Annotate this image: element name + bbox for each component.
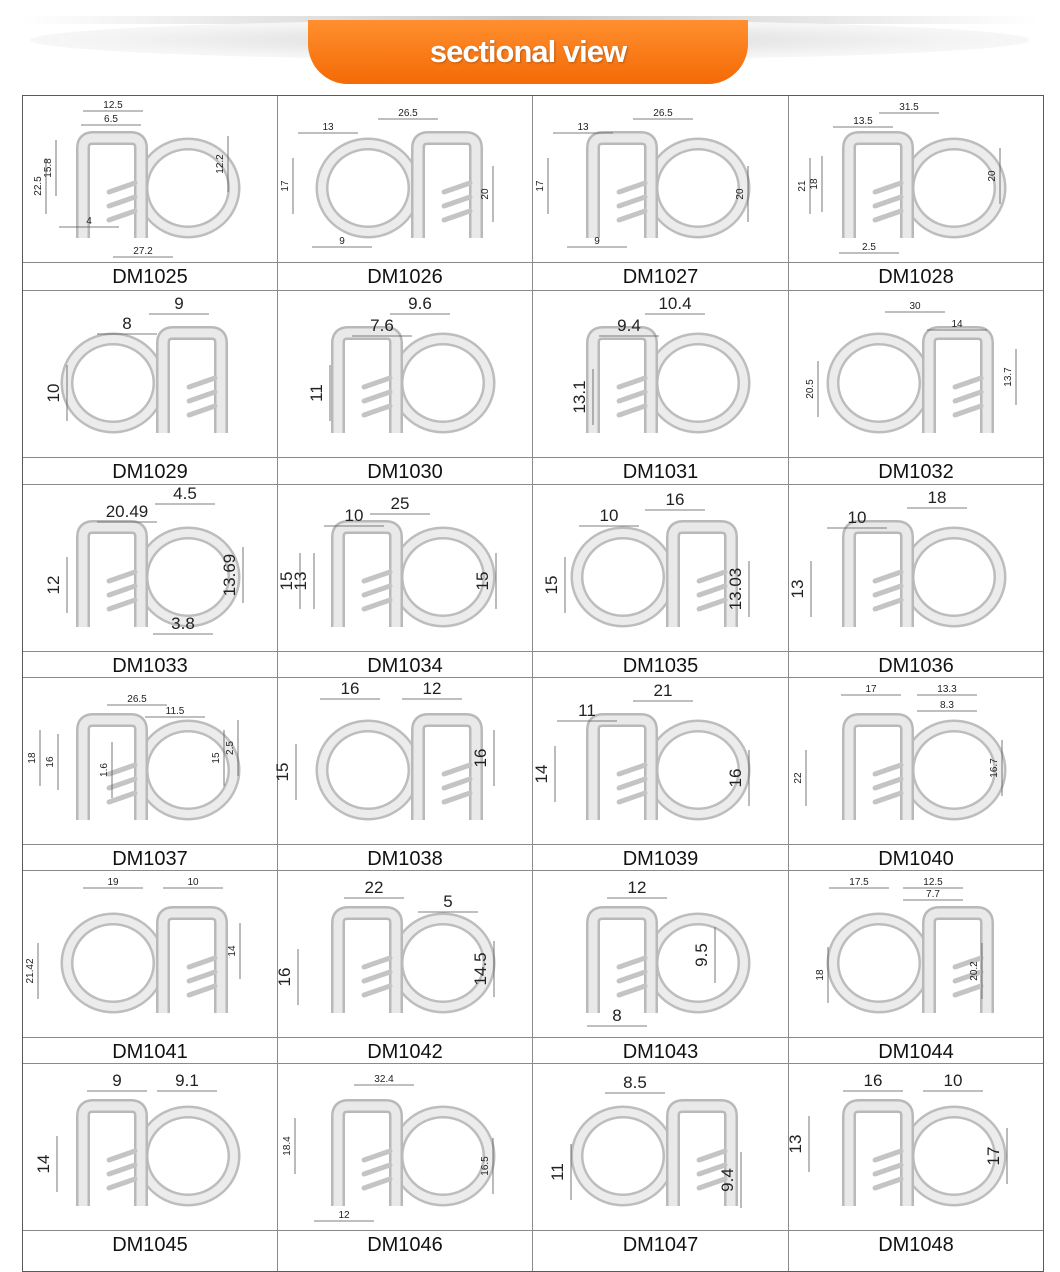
dimension-label: 20.5 <box>805 379 816 399</box>
profile-shape <box>338 913 489 1013</box>
profile-cell <box>533 871 789 1064</box>
profile-cell <box>23 485 278 678</box>
label-separator <box>533 1037 788 1038</box>
profile-model-label: DM1025 <box>112 266 188 288</box>
dimension-label: 13.5 <box>853 116 873 127</box>
dimension-label: 9 <box>594 236 600 247</box>
dimension-label: 9.4 <box>718 1168 737 1192</box>
profile-model-label: DM1026 <box>367 266 443 288</box>
dimension-label: 14 <box>227 945 238 957</box>
profile-cell <box>278 96 533 291</box>
dimension-label: 21.42 <box>25 958 36 984</box>
dimension-label: 15 <box>542 575 561 595</box>
dimension-label: 26.5 <box>127 694 147 705</box>
dimension-label: 16 <box>665 490 685 509</box>
profile-model-label: DM1044 <box>878 1041 954 1063</box>
profile-shape <box>67 333 221 433</box>
profile-cell <box>789 291 1043 485</box>
profile-drawing <box>23 96 278 262</box>
dimension-label: 20 <box>735 188 746 200</box>
profile-model-label: DM1034 <box>367 655 443 677</box>
profile-drawing <box>789 96 1043 262</box>
profile-model-label: DM1048 <box>878 1234 954 1256</box>
dimension-label: 10 <box>44 383 63 403</box>
dimension-label: 13.03 <box>726 567 745 611</box>
dimension-label: 13 <box>322 122 334 133</box>
dimension-label: 14 <box>532 764 551 784</box>
profile-model-label: DM1042 <box>367 1041 443 1063</box>
profile-drawing <box>789 678 1043 844</box>
dimension-label: 12.2 <box>215 154 226 174</box>
dimension-label: 7.7 <box>926 889 940 900</box>
label-separator <box>23 262 277 263</box>
profile-cell <box>789 96 1043 291</box>
dimension-label: 13 <box>577 122 589 133</box>
label-separator <box>533 457 788 458</box>
dimension-label: 3.8 <box>171 614 195 633</box>
dimension-label: 22 <box>793 772 804 784</box>
profile-model-label: DM1029 <box>112 461 188 483</box>
dimension-label: 11.5 <box>165 706 185 717</box>
dimension-label: 11 <box>578 701 596 720</box>
profile-drawing <box>533 871 789 1037</box>
profile-cell <box>533 1064 789 1271</box>
label-separator <box>789 1037 1043 1038</box>
profile-drawing <box>23 485 278 651</box>
profile-model-label: DM1031 <box>622 461 699 483</box>
profile-drawing <box>533 678 789 844</box>
dimension-label: 8.3 <box>940 700 954 711</box>
dimension-label: 10.4 <box>658 294 692 313</box>
label-separator <box>23 457 277 458</box>
dimension-label: 4 <box>86 216 92 227</box>
dimension-label: 9.5 <box>692 943 711 967</box>
profile-drawing <box>273 678 533 844</box>
dimension-label: 16 <box>275 967 294 987</box>
label-separator <box>23 1037 277 1038</box>
profile-cell <box>533 678 789 871</box>
dimension-label: 4.5 <box>173 484 197 503</box>
dimension-label: 12.5 <box>103 100 123 111</box>
dimension-label: 32.4 <box>374 1074 394 1085</box>
label-separator <box>278 1230 532 1231</box>
dimension-label: 8 <box>612 1006 622 1025</box>
profile-cell <box>23 96 278 291</box>
label-separator <box>533 262 788 263</box>
header-banner <box>0 0 1060 92</box>
profile-drawing <box>533 96 789 262</box>
dimension-label: 22 <box>364 878 384 897</box>
dimension-label: 18 <box>815 969 826 981</box>
dimension-label: 17 <box>865 684 877 695</box>
dimension-label: 2.5 <box>225 741 236 755</box>
dimension-label: 19 <box>107 877 119 888</box>
dimension-label: 14.5 <box>471 952 490 986</box>
profile-shape <box>577 527 731 627</box>
profile-shape <box>83 138 234 238</box>
profile-cell <box>278 291 533 485</box>
dimension-label: 2.5 <box>862 242 876 253</box>
profile-shape <box>593 913 744 1013</box>
dimension-label: 21 <box>653 681 673 700</box>
profile-cell <box>533 485 789 678</box>
dimension-label: 12 <box>338 1210 350 1221</box>
dimension-label: 13.69 <box>220 553 239 597</box>
dimension-label: 13 <box>291 571 310 591</box>
profile-shape <box>593 138 744 238</box>
dimension-label: 12.5 <box>923 877 943 888</box>
dimension-label: 15 <box>273 762 292 782</box>
profile-drawing <box>278 96 533 262</box>
dimension-label: 9.4 <box>617 316 641 335</box>
profile-model-label: DM1028 <box>878 266 954 288</box>
profile-model-label: DM1030 <box>367 461 443 483</box>
profile-drawing <box>533 485 789 651</box>
profile-drawing <box>278 485 533 651</box>
profile-shape <box>67 913 221 1013</box>
dimension-label: 16 <box>471 748 490 768</box>
profile-shape <box>849 138 1000 238</box>
dimension-label: 18 <box>27 752 38 764</box>
dimension-label: 15 <box>211 752 222 764</box>
profile-cell <box>789 871 1043 1064</box>
dimension-label: 16 <box>340 679 360 698</box>
dimension-label: 30 <box>909 301 921 312</box>
dimension-label: 10 <box>599 506 619 525</box>
profile-model-label: DM1032 <box>878 461 954 483</box>
dimension-label: 14 <box>951 319 963 330</box>
dimension-label: 5 <box>443 892 453 911</box>
label-separator <box>23 844 277 845</box>
profile-model-label: DM1047 <box>622 1234 699 1256</box>
dimension-label: 21 <box>797 180 808 192</box>
profile-cell <box>23 871 278 1064</box>
dimension-label: 13 <box>788 579 807 599</box>
dimension-label: 10 <box>344 506 364 525</box>
dimension-label: 10 <box>943 1071 963 1090</box>
dimension-label: 14 <box>34 1154 53 1174</box>
profile-drawing <box>278 1064 533 1230</box>
profile-shape <box>849 527 1000 627</box>
dimension-label: 9 <box>174 294 184 313</box>
dimension-label: 27.2 <box>133 246 153 257</box>
label-separator <box>278 262 532 263</box>
profile-shape <box>338 527 489 627</box>
profile-drawing <box>275 871 533 1037</box>
profile-model-label: DM1046 <box>367 1234 443 1256</box>
profile-model-label: DM1035 <box>622 655 699 677</box>
profile-drawing <box>786 1064 1043 1230</box>
dimension-label: 17.5 <box>849 877 869 888</box>
dimension-label: 26.5 <box>398 108 418 119</box>
banner-tab <box>308 20 748 84</box>
profile-drawing <box>533 291 789 457</box>
dimension-label: 17 <box>535 180 546 192</box>
profile-drawing <box>789 291 1043 457</box>
dimension-label: 12 <box>627 878 647 897</box>
profile-shape <box>338 333 489 433</box>
dimension-label: 15 <box>473 571 492 591</box>
profile-shape <box>577 1106 731 1206</box>
profile-drawing <box>278 291 533 457</box>
profile-cell <box>533 96 789 291</box>
dimension-label: 12 <box>44 575 63 595</box>
dimension-label: 10 <box>847 508 867 527</box>
profile-cell <box>278 1064 533 1271</box>
profile-cell <box>786 1064 1043 1271</box>
profile-shape <box>849 1106 1000 1206</box>
profile-shape <box>833 333 987 433</box>
dimension-label: 10 <box>187 877 199 888</box>
profile-shape <box>593 720 744 820</box>
profile-drawing <box>533 1064 789 1230</box>
label-separator <box>789 1230 1043 1231</box>
label-separator <box>789 844 1043 845</box>
profile-shape <box>322 720 476 820</box>
dimension-label: 11 <box>548 1163 567 1181</box>
profile-cell <box>278 485 533 678</box>
label-separator <box>789 457 1043 458</box>
dimension-label: 6.5 <box>104 114 118 125</box>
dimension-label: 16.7 <box>989 758 1000 778</box>
page-title: sectional view <box>429 34 627 69</box>
dimension-label: 18 <box>809 178 820 190</box>
profile-cell <box>23 678 278 871</box>
profile-drawing <box>789 871 1043 1037</box>
profile-cell <box>273 678 533 871</box>
profile-cell <box>789 485 1043 678</box>
dimension-label: 20 <box>987 170 998 182</box>
dimension-label: 20.49 <box>105 502 149 521</box>
label-separator <box>23 1230 277 1231</box>
label-separator <box>278 457 532 458</box>
profile-model-label: DM1040 <box>878 848 954 870</box>
label-separator <box>23 651 277 652</box>
dimension-label: 1.6 <box>99 763 110 777</box>
profile-model-label: DM1027 <box>622 266 699 288</box>
profile-cell <box>23 1064 278 1271</box>
dimension-label: 13.7 <box>1003 367 1014 387</box>
label-separator <box>278 844 532 845</box>
profile-cell <box>23 291 278 485</box>
dimension-label: 18 <box>927 488 947 507</box>
profile-shape <box>322 138 476 238</box>
dimension-label: 12 <box>422 679 442 698</box>
dimension-label: 15 <box>277 571 296 591</box>
profile-drawing <box>23 291 278 457</box>
dimension-label: 9.1 <box>175 1071 199 1090</box>
label-separator <box>789 651 1043 652</box>
profile-model-label: DM1037 <box>112 848 188 870</box>
label-separator <box>789 262 1043 263</box>
dimension-label: 13.1 <box>570 380 589 414</box>
dimension-label: 31.5 <box>899 102 919 113</box>
profile-shape <box>338 1106 489 1206</box>
dimension-label: 22.5 <box>33 176 44 196</box>
profile-model-label: DM1036 <box>878 655 954 677</box>
dimension-label: 15.8 <box>43 158 54 178</box>
dimension-label: 11 <box>307 384 326 402</box>
dimension-label: 26.5 <box>653 108 673 119</box>
profile-cell <box>275 871 533 1064</box>
dimension-label: 17 <box>984 1146 1003 1166</box>
dimension-label: 20.2 <box>969 961 980 981</box>
dimension-label: 7.6 <box>370 316 394 335</box>
dimension-label: 16 <box>863 1071 883 1090</box>
label-separator <box>533 844 788 845</box>
dimension-label: 13 <box>786 1134 805 1154</box>
profile-cell <box>789 678 1043 871</box>
dimension-label: 20 <box>480 188 491 200</box>
profile-model-label: DM1038 <box>367 848 443 870</box>
dimension-label: 9 <box>112 1071 122 1090</box>
profile-drawing <box>23 678 278 844</box>
profile-model-label: DM1041 <box>112 1041 188 1063</box>
label-separator <box>278 1037 532 1038</box>
profile-model-label: DM1043 <box>622 1041 699 1063</box>
dimension-label: 18.4 <box>282 1136 293 1156</box>
dimension-label: 17 <box>280 180 291 192</box>
dimension-label: 16 <box>726 768 745 788</box>
dimension-label: 25 <box>390 494 410 513</box>
dimension-label: 16 <box>45 756 56 768</box>
profile-grid <box>22 95 1044 1272</box>
dimension-label: 9.6 <box>408 294 432 313</box>
dimension-label: 9 <box>339 236 345 247</box>
label-separator <box>278 651 532 652</box>
profile-drawing <box>789 485 1043 651</box>
dimension-label: 8 <box>122 314 132 333</box>
dimension-label: 13.3 <box>937 684 957 695</box>
profile-cell <box>533 291 789 485</box>
label-separator <box>533 1230 788 1231</box>
profile-model-label: DM1033 <box>112 655 188 677</box>
profile-drawing <box>23 1064 278 1230</box>
profile-shape <box>849 720 1000 820</box>
profile-shape <box>83 1106 234 1206</box>
profile-model-label: DM1045 <box>112 1234 188 1256</box>
profile-model-label: DM1039 <box>622 848 699 870</box>
profile-shape <box>833 913 987 1013</box>
dimension-label: 8.5 <box>623 1073 647 1092</box>
profile-shape <box>83 527 234 627</box>
profile-shape <box>593 333 744 433</box>
profile-drawing <box>23 871 278 1037</box>
dimension-label: 16.5 <box>480 1156 491 1176</box>
label-separator <box>533 651 788 652</box>
